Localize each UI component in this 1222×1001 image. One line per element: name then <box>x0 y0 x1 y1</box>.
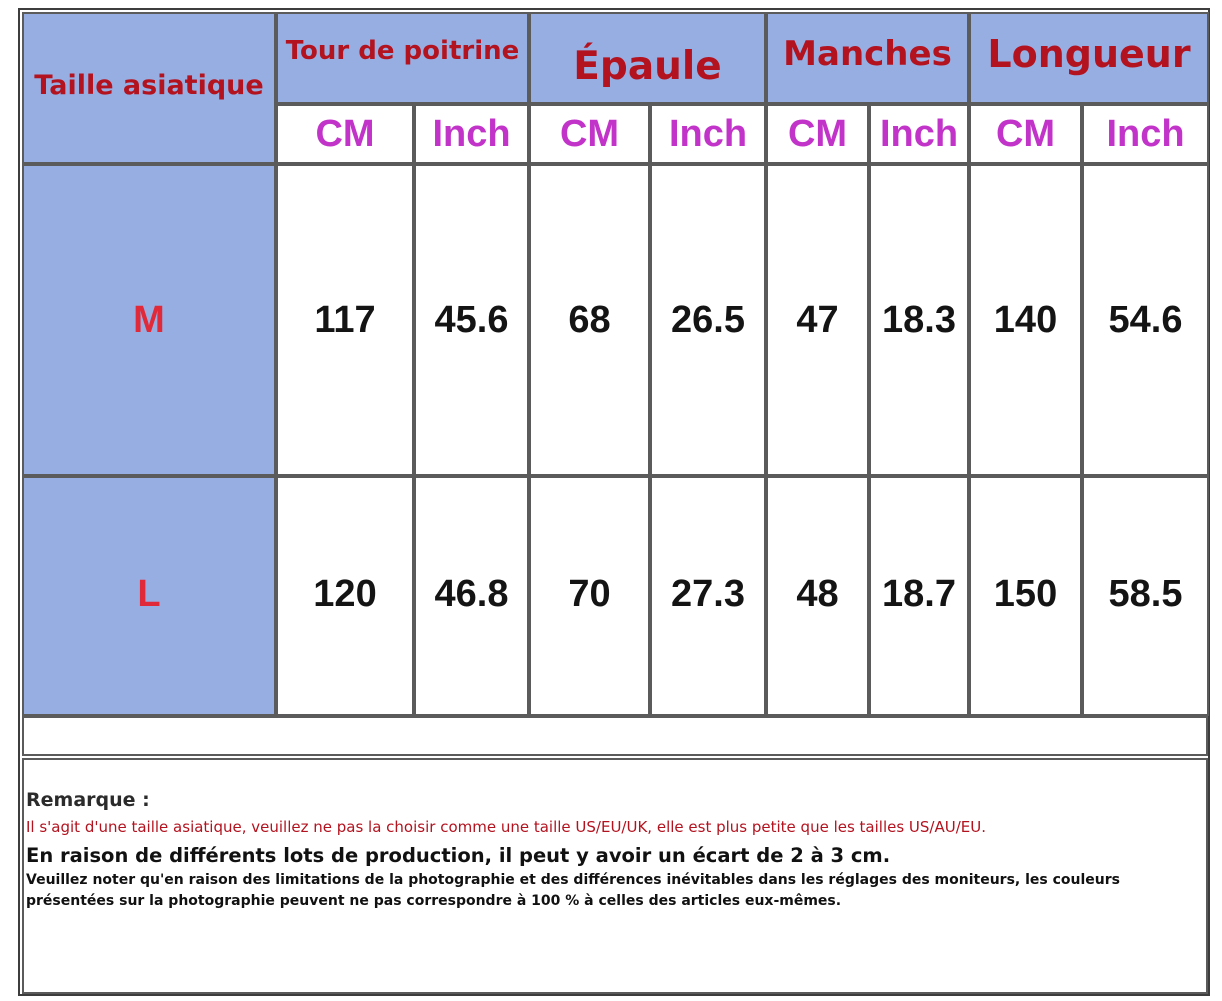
group-header-label: Tour de poitrine <box>285 36 520 66</box>
table-cell: 68 <box>529 164 650 476</box>
group-header-tour-de-poitrine <box>276 12 529 104</box>
empty-table-row <box>22 716 1208 756</box>
unit-header-inch: Inch <box>414 104 529 164</box>
group-header-label: Longueur <box>987 32 1191 76</box>
table-cell: 54.6 <box>1082 164 1209 476</box>
remarks-production-variance: En raison de différents lots de production, il peut y avoir un écart de 2 à 3 cm. <box>26 844 891 867</box>
remarks-asian-size-warning: Il s'agit d'une taille asiatique, veuillez ne pas la choisir comme une taille US/EU/UK, elle est plus petite que les tailles US/AU/EU. <box>26 818 987 836</box>
unit-header-cm: CM <box>529 104 650 164</box>
remarks-title: Remarque : <box>26 789 150 811</box>
unit-header-cm: CM <box>276 104 414 164</box>
group-header-label: Manches <box>783 34 952 74</box>
table-cell: 117 <box>276 164 414 476</box>
corner-header-label: Taille asiatique <box>34 69 264 101</box>
table-cell: 26.5 <box>650 164 766 476</box>
remarks-color-disclaimer: Veuillez noter qu'en raison des limitations de la photographie et des différences inévitables dans les réglages des moniteurs, les couleurs présentées sur la photographie peuvent ne pas correspondre à 100 % à celles des articles eux-mêmes. <box>26 872 1120 909</box>
unit-header-cm: CM <box>766 104 869 164</box>
table-cell: 18.7 <box>869 476 969 716</box>
table-cell: 45.6 <box>414 164 529 476</box>
table-cell: 150 <box>969 476 1082 716</box>
table-cell: 18.3 <box>869 164 969 476</box>
table-cell: 140 <box>969 164 1082 476</box>
group-header-manches <box>766 12 969 104</box>
table-cell: 47 <box>766 164 869 476</box>
group-header-epaule <box>529 12 766 104</box>
corner-header-taille-asiatique <box>22 12 276 164</box>
unit-header-inch: Inch <box>1082 104 1209 164</box>
unit-header-inch: Inch <box>869 104 969 164</box>
table-cell: 48 <box>766 476 869 716</box>
remarks-section <box>22 758 1208 994</box>
table-cell: 46.8 <box>414 476 529 716</box>
table-cell: 70 <box>529 476 650 716</box>
unit-header-cm: CM <box>969 104 1082 164</box>
table-cell: 27.3 <box>650 476 766 716</box>
table-cell: 58.5 <box>1082 476 1209 716</box>
group-header-longueur <box>969 12 1209 104</box>
size-label-l: L <box>22 476 276 716</box>
size-label-m: M <box>22 164 276 476</box>
group-header-label: Épaule <box>573 43 722 89</box>
table-cell: 120 <box>276 476 414 716</box>
unit-header-inch: Inch <box>650 104 766 164</box>
